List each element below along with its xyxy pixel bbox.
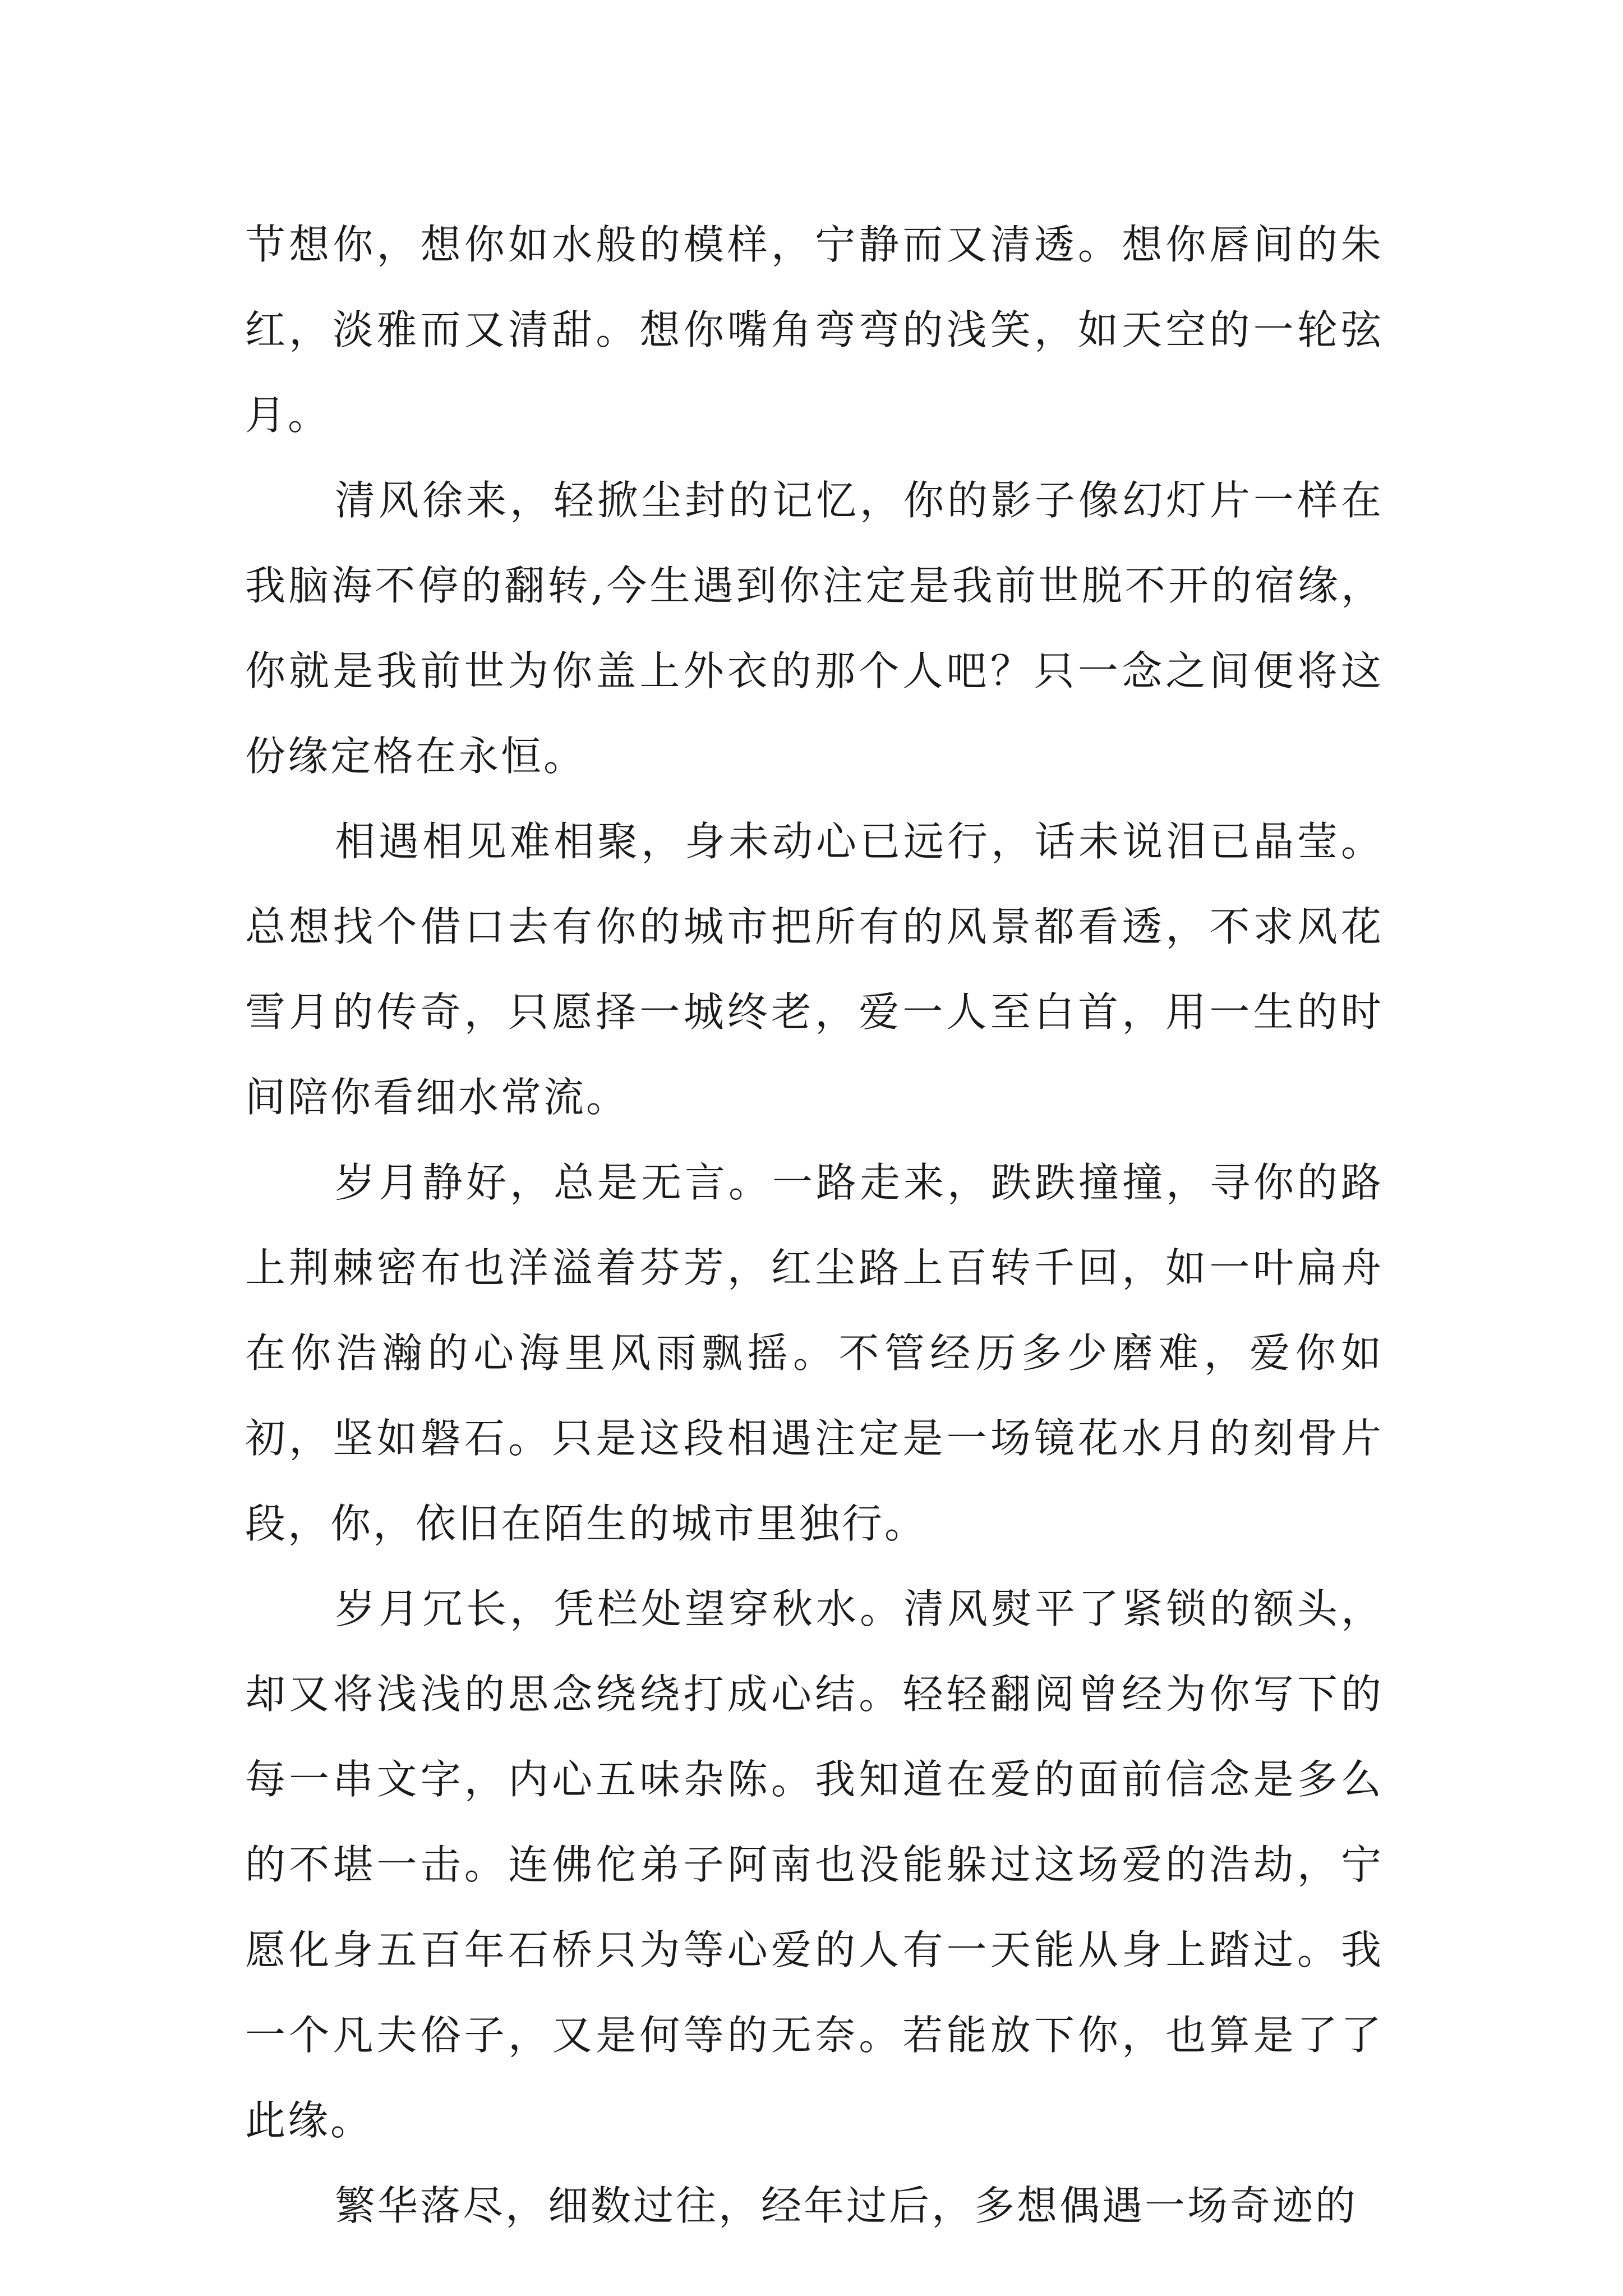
paragraph: 清风徐来，轻掀尘封的记忆，你的影子像幻灯片一样在我脑海不停的翻转,今生遇到你注定是我前世脱不开的宿缘，你就是我前世为你盖上外衣的那个人吧？只一念之间便将这份缘定格在永恒。 (245, 477, 1384, 780)
paragraph: 繁华落尽，细数过往，经年过后，多想偶遇一场奇迹的 (335, 2182, 1358, 2229)
paragraph: 岁月静好，总是无言。一路走来，跌跌撞撞，寻你的路上荆棘密布也洋溢着芬芳，红尘路上百转千回，如一叶扁舟在你浩瀚的心海里风雨飘摇。不管经历多少磨难，爱你如初，坚如磐石。只是这段相遇注定是一场镜花水月的刻骨片段，你，依旧在陌生的城市里独行。 (245, 1159, 1384, 1547)
paragraph: 岁月冗长，凭栏处望穿秋水。清风熨平了紧锁的额头，却又将浅浅的思念绕绕打成心结。轻轻翻阅曾经为你写下的每一串文字，内心五味杂陈。我知道在爱的面前信念是多么的不堪一击。连佛佗弟子阿南也没能躲过这场爱的浩劫，宁愿化身五百年石桥只为等心爱的人有一天能从身上踏过。我一个凡夫俗子，又是何等的无奈。若能放下你，也算是了了此缘。 (245, 1585, 1384, 2144)
paragraph-continued: 节想你，想你如水般的模样，宁静而又清透。想你唇间的朱红，淡雅而又清甜。想你嘴角弯弯的浅笑，如天空的一轮弦月。 (245, 221, 1384, 439)
document-body (245, 202, 1384, 2248)
paragraph: 相遇相见难相聚，身未动心已远行，话未说泪已晶莹。总想找个借口去有你的城市把所有的风景都看透，不求风花雪月的传奇，只愿择一城终老，爱一人至白首，用一生的时间陪你看细水常流。 (245, 818, 1384, 1121)
